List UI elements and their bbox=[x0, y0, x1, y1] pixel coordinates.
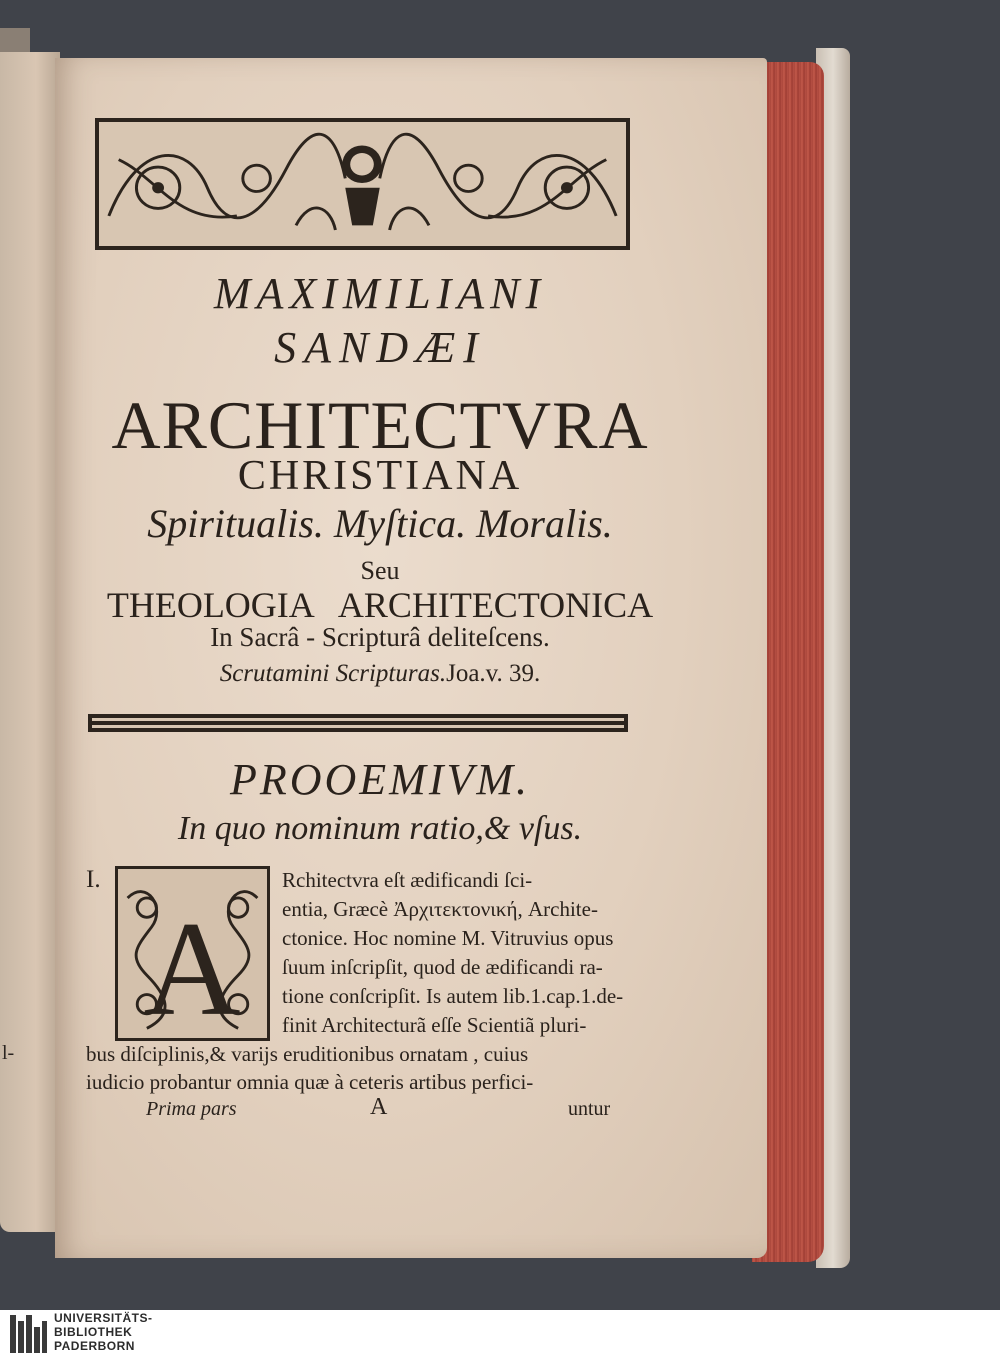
motto-text: Scrutamini Scripturas. bbox=[219, 660, 447, 687]
body-line: ſuum inſcripſit, quod de ædificandi ra- bbox=[282, 955, 603, 979]
decorated-initial bbox=[115, 866, 270, 1041]
paragraph-number: I. bbox=[86, 866, 101, 893]
alternate-title: THEOLOGIA ARCHITECTONICA bbox=[106, 585, 654, 625]
library-name-line-3: PADERBORN bbox=[54, 1339, 135, 1353]
body-line: finit Architecturã eſſe Scientiã pluri- bbox=[282, 1013, 587, 1037]
subtitle: Spiritualis. Myſtica. Moralis. bbox=[147, 501, 613, 546]
signature-mark: A bbox=[370, 1094, 388, 1120]
body-line: iudicio probantur omnia quæ à ceteris artibus perfici- bbox=[86, 1070, 534, 1094]
body-line: entia, Græcè Ἀρχιτεκτονική, Archite- bbox=[282, 897, 598, 921]
body-line: ctonice. Hoc nomine M. Vitruvius opus bbox=[282, 926, 614, 950]
author-line-2: SANDÆI bbox=[274, 323, 486, 372]
library-logo-icon bbox=[8, 1313, 48, 1355]
author-line-1: MAXIMILIANI bbox=[213, 269, 547, 318]
library-name-line-1: UNIVERSITÄTS- bbox=[54, 1311, 153, 1325]
body-line: bus diſciplinis,& varijs eruditionibus ornatam , cuius bbox=[86, 1042, 529, 1066]
initial-letter: A bbox=[143, 894, 241, 1038]
ornamental-headpiece bbox=[95, 118, 630, 250]
ornamental-divider bbox=[88, 712, 628, 734]
catchword: untur bbox=[568, 1098, 611, 1120]
seu-line: Seu bbox=[360, 556, 400, 585]
left-page bbox=[0, 52, 60, 1232]
body-line: Rchitectvra eſt ædificandi ſci- bbox=[282, 868, 533, 892]
alternate-title-sub: In Sacrâ - Scripturâ deliteſcens. bbox=[210, 622, 550, 652]
left-page-fragment: l- bbox=[2, 1042, 15, 1064]
library-name-line-2: BIBLIOTHEK bbox=[54, 1325, 133, 1339]
body-line: tione conſcripſit. Is autem lib.1.cap.1.de- bbox=[282, 984, 624, 1008]
section-subheading: In quo nominum ratio,& vſus. bbox=[177, 810, 583, 847]
section-heading: PROOEMIVM. bbox=[229, 755, 530, 804]
motto bbox=[60, 660, 700, 688]
main-title: ARCHITECTVRA bbox=[111, 387, 649, 463]
footer-part-label: Prima pars bbox=[146, 1098, 237, 1120]
main-title-sub: CHRISTIANA bbox=[237, 453, 523, 499]
motto-reference: Joa.v. 39. bbox=[446, 660, 541, 687]
